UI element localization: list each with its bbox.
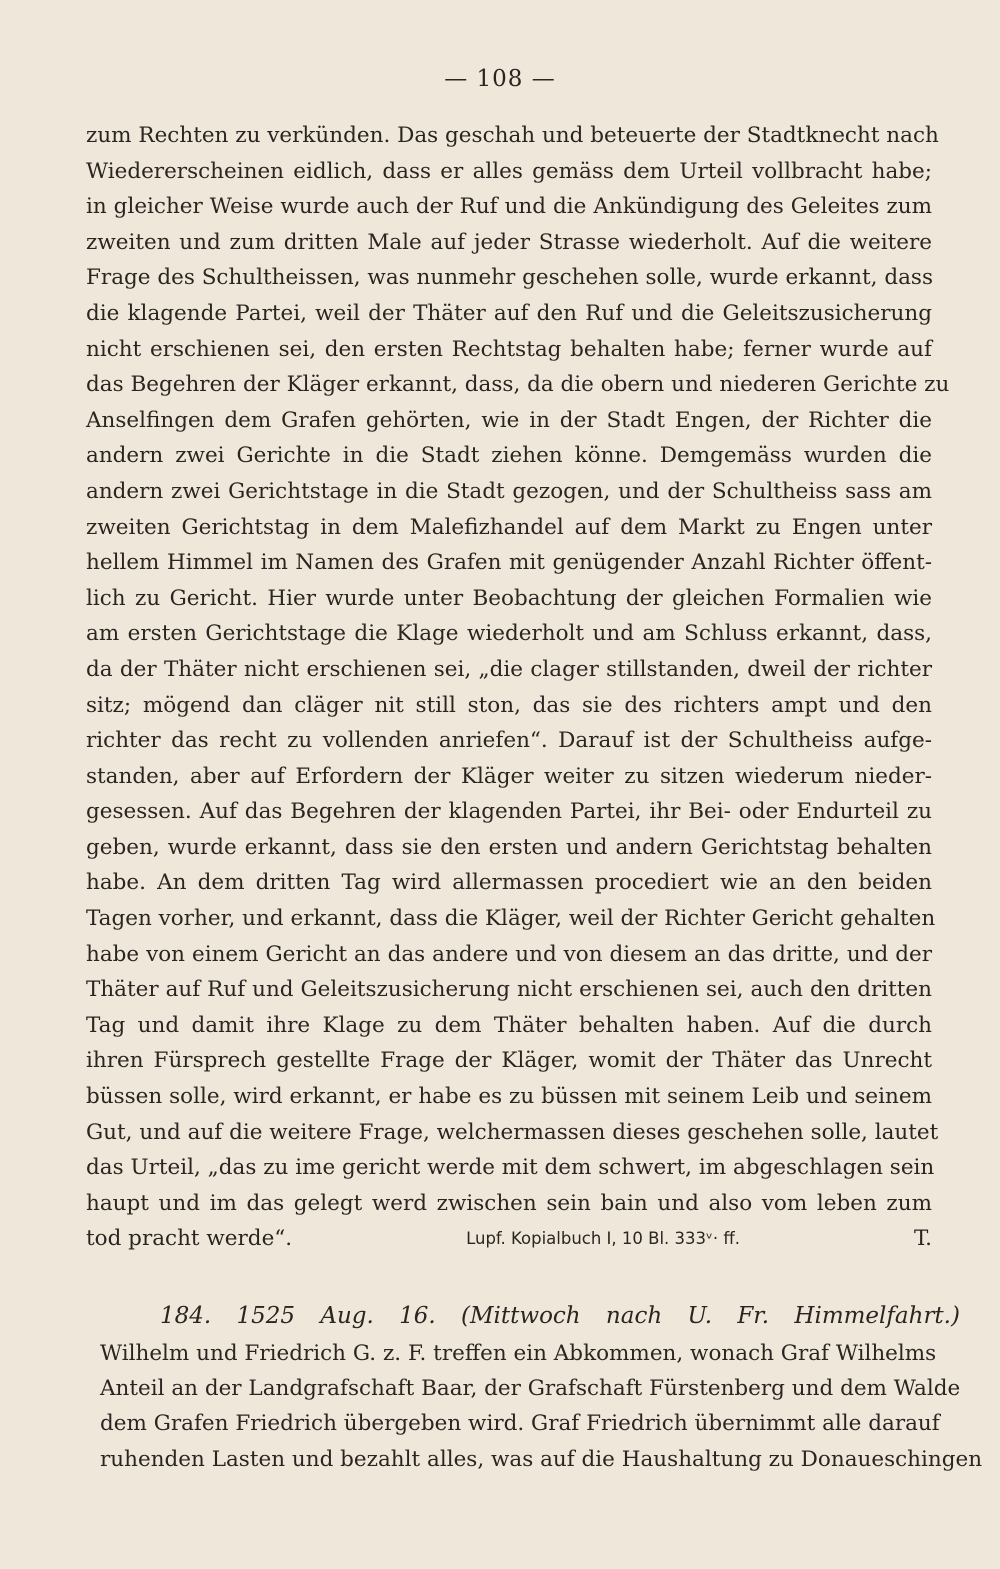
text-line: zweiten und zum dritten Male auf jeder Strasse wiederholt. Auf die weitere (86, 229, 932, 255)
text-line: habe. An dem dritten Tag wird allermassen procediert wie an den beiden (86, 870, 932, 896)
closing-line (86, 1221, 932, 1257)
page-number: — 108 — (444, 66, 556, 92)
text-line: Wilhelm und Friedrich G. z. F. treffen ein Abkommen, wonach Graf Wilhelms (100, 1341, 937, 1366)
entry-184 (100, 1296, 983, 1477)
text-line: gesessen. Auf das Begehren der klagenden Partei, ihr Bei- oder Endurteil zu (86, 799, 932, 825)
entry-heading: 184. 1525 Aug. 16. (Mittwoch nach U. Fr. Himmelfahrt.) (160, 1303, 960, 1329)
text-line: zweiten Gerichtstag in dem Malefizhandel auf dem Markt zu Engen unter (86, 514, 932, 540)
text-line: geben, wurde erkannt, dass sie den ersten und andern Gerichtstag behalten (86, 834, 932, 860)
text-line: am ersten Gerichtstage die Klage wiederholt und am Schluss erkannt, dass, (86, 621, 932, 647)
text-line: Gut, und auf die weitere Frage, welchermassen dieses geschehen solle, lautet (86, 1119, 939, 1145)
text-line: das Urteil, „das zu ime gericht werde mit dem schwert, im abgeschlagen sein (86, 1155, 935, 1181)
text-line: ihren Fürsprech gestellte Frage der Kläger, womit der Thäter das Unrecht (86, 1048, 932, 1074)
text-line: dem Grafen Friedrich übergeben wird. Graf Friedrich übernimmt alle darauf (100, 1411, 940, 1437)
editor-initial: T. (913, 1226, 932, 1252)
text-line: büssen solle, wird erkannt, er habe es zu büssen mit seinem Leib und seinem (86, 1084, 932, 1110)
text-line: da der Thäter nicht erschienen sei, „die clager stillstanden, dweil der richter (86, 656, 932, 682)
text-line: die klagende Partei, weil der Thäter auf den Ruf und die Geleitszusicherung (86, 300, 932, 326)
text-line: haupt und im das gelegt werd zwischen sein bain und also vom leben zum (86, 1190, 932, 1216)
source-citation: Lupf. Kopialbuch I, 10 Bl. 333ᵛ· ff. (466, 1229, 741, 1249)
text-line: zum Rechten zu verkünden. Das geschah und beteuerte der Stadtknecht nach (86, 123, 939, 148)
text-line: Tag und damit ihre Klage zu dem Thäter behalten haben. Auf die durch (86, 1012, 932, 1038)
text-line: hellem Himmel im Namen des Grafen mit genügender Anzahl Richter öffent- (86, 550, 932, 576)
text-line: andern zwei Gerichte in die Stadt ziehen könne. Demgemäss wurden die (86, 443, 932, 469)
text-line: richter das recht zu vollenden anriefen“. Darauf ist der Schultheiss aufge- (86, 728, 932, 754)
text-line: Frage des Schultheissen, was nunmehr geschehen solle, wurde erkannt, dass (86, 265, 933, 291)
text-line: in gleicher Weise wurde auch der Ruf und die Ankündigung des Geleites zum (86, 194, 932, 220)
text-line: Thäter auf Ruf und Geleitszusicherung nicht erschienen sei, auch den dritten (86, 977, 932, 1003)
text-line: Wiedererscheinen eidlich, dass er alles gemäss dem Urteil vollbracht habe; (86, 158, 932, 184)
text-line: nicht erschienen sei, den ersten Rechtstag behalten habe; ferner wurde auf (86, 336, 932, 362)
text-line: andern zwei Gerichtstage in die Stadt gezogen, und der Schultheiss sass am (86, 478, 932, 504)
closing-text: tod pracht werde“. (86, 1226, 293, 1252)
text-line: das Begehren der Kläger erkannt, dass, da die obern und niederen Gerichte zu (86, 372, 950, 398)
text-line: Anteil an der Landgrafschaft Baar, der Grafschaft Fürstenberg und dem Walde (100, 1376, 961, 1402)
text-line: standen, aber auf Erfordern der Kläger weiter zu sitzen wiederum nieder- (86, 763, 932, 789)
text-line: Tagen vorher, und erkannt, dass die Kläger, weil der Richter Gericht gehalten (86, 906, 936, 932)
text-line: habe von einem Gericht an das andere und von diesem an das dritte, und der (86, 941, 932, 967)
text-line: lich zu Gericht. Hier wurde unter Beobachtung der gleichen Formalien wie (86, 585, 932, 611)
text-line: Anselfingen dem Grafen gehörten, wie in der Stadt Engen, der Richter die (86, 407, 932, 433)
text-line: sitz; mögend dan cläger nit still ston, das sie des richters ampt und den (86, 692, 932, 718)
body-text (86, 118, 950, 1257)
text-line: ruhenden Lasten und bezahlt alles, was auf die Haushaltung zu Donaueschingen (100, 1446, 983, 1472)
